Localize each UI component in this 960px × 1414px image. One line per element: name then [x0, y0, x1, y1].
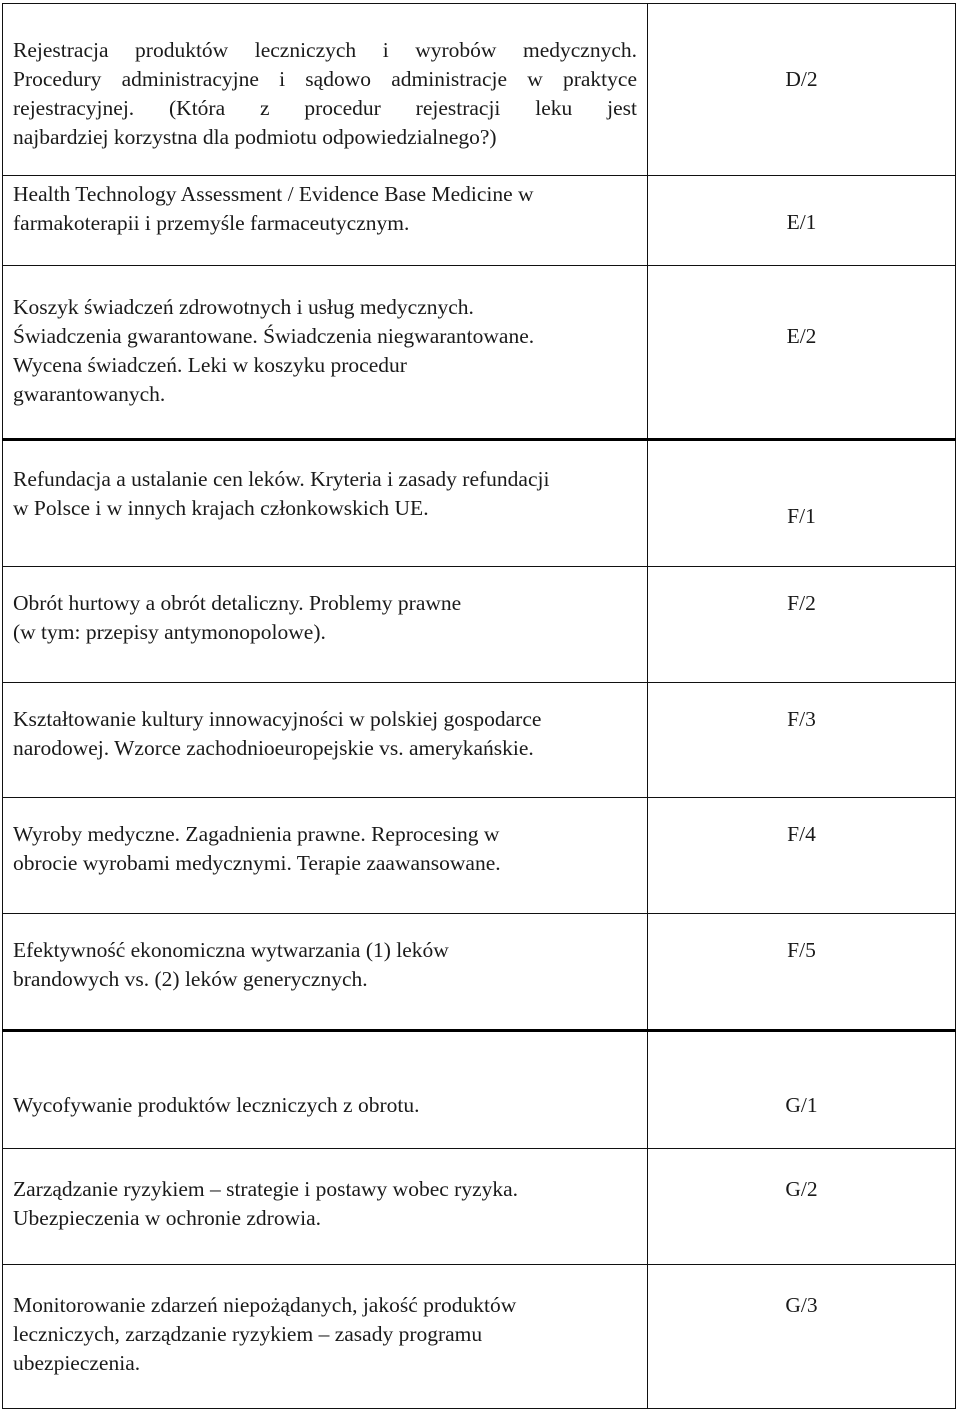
- table-row: [3, 176, 956, 266]
- topic-line: w Polsce i w innych krajach członkowskich UE.: [13, 496, 429, 520]
- table-row: [3, 440, 956, 567]
- table-row: [3, 798, 956, 914]
- table-row: [3, 914, 956, 1031]
- topic-cell: [3, 176, 648, 266]
- code-cell: E/2: [648, 266, 956, 440]
- topic-cell: [3, 798, 648, 914]
- topic-line: (w tym: przepisy antymonopolowe).: [13, 620, 326, 644]
- topic-cell: [3, 567, 648, 683]
- topic-cell: [3, 683, 648, 798]
- topic-line: Rejestracja produktów leczniczych i wyrobów medycznych.: [13, 38, 637, 62]
- code-cell: G/1: [648, 1031, 956, 1149]
- table-row: [3, 1031, 956, 1149]
- code-cell: F/3: [648, 683, 956, 798]
- code-cell: F/4: [648, 798, 956, 914]
- code-cell: F/5: [648, 914, 956, 1031]
- topic-cell: [3, 266, 648, 440]
- topic-line: Koszyk świadczeń zdrowotnych i usług medycznych.: [13, 295, 474, 319]
- table-row: [3, 567, 956, 683]
- topic-line: Monitorowanie zdarzeń niepożądanych, jakość produktów: [13, 1293, 517, 1317]
- topic-line: Ubezpieczenia w ochronie zdrowia.: [13, 1206, 322, 1230]
- topic-line: najbardziej korzystna dla podmiotu odpowiedzialnego?): [13, 125, 497, 149]
- topic-line: farmakoterapii i przemyśle farmaceutycznym.: [13, 211, 410, 235]
- topic-cell: [3, 4, 648, 176]
- topic-line: Zarządzanie ryzykiem – strategie i postawy wobec ryzyka.: [13, 1177, 519, 1201]
- topic-line: Efektywność ekonomiczna wytwarzania (1) leków: [13, 938, 449, 962]
- code-cell: F/2: [648, 567, 956, 683]
- topic-cell: [3, 440, 648, 567]
- topic-line: Wycofywanie produktów leczniczych z obrotu.: [13, 1093, 420, 1117]
- table-row: [3, 1149, 956, 1265]
- topics-table-container: [2, 3, 955, 1409]
- topic-line: Kształtowanie kultury innowacyjności w polskiej gospodarce: [13, 707, 542, 731]
- code-cell: G/2: [648, 1149, 956, 1265]
- topic-line: brandowych vs. (2) leków generycznych.: [13, 967, 368, 991]
- code-cell: E/1: [648, 176, 956, 266]
- table-row: [3, 1265, 956, 1409]
- topic-line: obrocie wyrobami medycznymi. Terapie zaawansowane.: [13, 851, 501, 875]
- topic-line: Wycena świadczeń. Leki w koszyku procedur: [13, 353, 407, 377]
- code-cell: G/3: [648, 1265, 956, 1409]
- topic-line: narodowej. Wzorce zachodnioeuropejskie vs. amerykańskie.: [13, 736, 534, 760]
- topic-line: gwarantowanych.: [13, 382, 166, 406]
- topic-line: Health Technology Assessment / Evidence Base Medicine w: [13, 182, 534, 206]
- topic-line: Procedury administracyjne i sądowo administracje w praktyce: [13, 67, 637, 91]
- topic-line: leczniczych, zarządzanie ryzykiem – zasady programu: [13, 1322, 483, 1346]
- topic-cell: [3, 1031, 648, 1149]
- topic-line: Refundacja a ustalanie cen leków. Kryteria i zasady refundacji: [13, 467, 550, 491]
- topic-cell: [3, 1265, 648, 1409]
- topics-table: [2, 3, 956, 1409]
- table-row: [3, 683, 956, 798]
- table-row: [3, 266, 956, 440]
- topic-line: rejestracyjnej. (Która z procedur rejestracji leku jest: [13, 96, 637, 120]
- topic-line: Świadczenia gwarantowane. Świadczenia niegwarantowane.: [13, 324, 535, 348]
- table-row: [3, 4, 956, 176]
- topic-line: Wyroby medyczne. Zagadnienia prawne. Reprocesing w: [13, 822, 500, 846]
- topic-cell: [3, 1149, 648, 1265]
- topic-cell: [3, 914, 648, 1031]
- topic-line: Obrót hurtowy a obrót detaliczny. Problemy prawne: [13, 591, 462, 615]
- code-cell: F/1: [648, 440, 956, 567]
- topic-line: ubezpieczenia.: [13, 1351, 141, 1375]
- code-cell: D/2: [648, 4, 956, 176]
